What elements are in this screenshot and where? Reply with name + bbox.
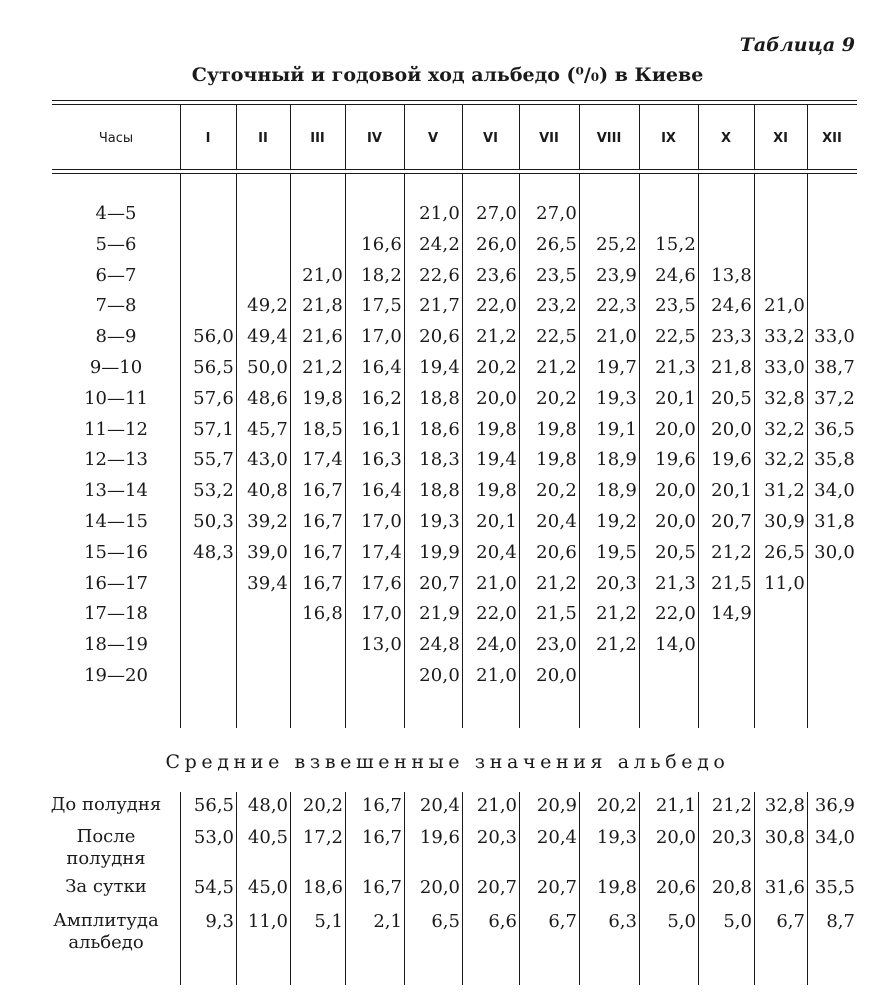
albedo-value: 38,7	[814, 357, 855, 378]
albedo-value	[180, 570, 234, 598]
albedo-value: 17,0	[361, 603, 402, 625]
summary-value: 9,3	[205, 911, 234, 932]
albedo-value: 23,9	[596, 264, 637, 286]
summary-value: 20,6	[655, 877, 696, 898]
albedo-value: 26,0	[476, 233, 517, 255]
summary-value: 20,3	[476, 827, 517, 848]
albedo-value: 20,1	[711, 480, 752, 502]
albedo-value	[290, 231, 343, 259]
summary-value: 16,7	[361, 877, 402, 898]
header-bottom-rule-second	[52, 173, 857, 174]
albedo-value: 24,0	[476, 634, 517, 656]
albedo-value: 13,8	[711, 264, 752, 286]
summary-row-label: После полудня	[66, 826, 146, 869]
summary-value: 18,6	[302, 877, 343, 898]
albedo-value	[236, 662, 288, 690]
albedo-value: 55,7	[193, 449, 234, 471]
albedo-value: 20,2	[476, 357, 517, 378]
albedo-value: 19,6	[655, 449, 696, 471]
summary-value: 5,0	[723, 911, 752, 932]
albedo-value: 19,8	[536, 449, 577, 471]
albedo-value: 33,0	[814, 326, 855, 348]
albedo-value: 21,5	[711, 572, 752, 594]
albedo-value: 19,8	[302, 387, 343, 409]
summary-value: 34,0	[814, 827, 855, 848]
albedo-value: 24,2	[419, 233, 460, 255]
albedo-value: 18,5	[302, 418, 343, 440]
albedo-value: 21,5	[536, 603, 577, 625]
albedo-value	[698, 662, 752, 690]
summary-value: 32,8	[764, 795, 805, 816]
albedo-value: 30,9	[764, 511, 805, 532]
albedo-value	[180, 200, 234, 228]
summary-value: 6,6	[488, 911, 517, 932]
albedo-value: 21,0	[476, 665, 517, 686]
albedo-value	[754, 600, 805, 628]
row-hours: 11—12	[84, 418, 148, 440]
albedo-value: 19,7	[596, 357, 637, 378]
summary-value: 20,7	[476, 877, 517, 898]
summary-value: 20,0	[419, 877, 460, 898]
albedo-value: 21,9	[419, 603, 460, 625]
summary-value: 36,9	[814, 795, 855, 816]
albedo-value	[754, 231, 805, 259]
albedo-value: 45,7	[247, 418, 288, 440]
albedo-value: 22,0	[655, 603, 696, 625]
header-month: V	[427, 131, 439, 146]
summary-value: 20,3	[711, 827, 752, 848]
summary-value: 53,0	[193, 827, 234, 848]
row-hours: 12—13	[84, 449, 148, 471]
albedo-value: 21,6	[302, 326, 343, 348]
albedo-value: 50,3	[193, 511, 234, 532]
row-hours: 17—18	[84, 603, 148, 625]
summary-value: 19,6	[419, 827, 460, 848]
summary-value: 56,5	[193, 795, 234, 816]
albedo-value: 20,1	[655, 387, 696, 409]
albedo-value: 16,1	[361, 418, 402, 440]
row-hours: 14—15	[84, 511, 148, 532]
albedo-value: 22,3	[596, 295, 637, 317]
albedo-value: 21,0	[419, 203, 460, 224]
summary-value: 19,8	[596, 877, 637, 898]
summary-value: 6,3	[608, 911, 637, 932]
albedo-value: 18,2	[361, 264, 402, 286]
albedo-value	[807, 570, 855, 598]
summary-value: 54,5	[193, 877, 234, 898]
albedo-value: 23,6	[476, 264, 517, 286]
albedo-value: 17,0	[361, 326, 402, 348]
albedo-value	[345, 662, 402, 690]
row-hours: 5—6	[95, 233, 137, 255]
albedo-value	[290, 662, 343, 690]
albedo-value: 21,0	[596, 326, 637, 348]
albedo-value: 31,8	[814, 511, 855, 532]
summary-value: 11,0	[247, 911, 288, 932]
row-hours: 9—10	[89, 357, 143, 378]
albedo-value: 13,0	[361, 634, 402, 656]
albedo-value: 57,1	[193, 418, 234, 440]
albedo-value: 20,5	[655, 541, 696, 563]
albedo-value: 23,5	[655, 295, 696, 317]
albedo-value: 56,5	[193, 357, 234, 378]
summary-value: 35,5	[814, 877, 855, 898]
summary-value: 20,2	[302, 795, 343, 816]
albedo-value: 56,0	[193, 326, 234, 348]
albedo-value	[180, 662, 234, 690]
albedo-value: 39,0	[247, 541, 288, 563]
albedo-value	[807, 662, 855, 690]
albedo-value: 19,5	[596, 541, 637, 563]
summary-value: 21,2	[711, 795, 752, 816]
albedo-value	[639, 200, 696, 228]
albedo-value: 18,8	[419, 480, 460, 502]
albedo-value: 48,3	[193, 541, 234, 563]
albedo-value: 21,3	[655, 572, 696, 594]
albedo-value: 21,2	[711, 541, 752, 563]
albedo-value: 20,4	[536, 511, 577, 532]
albedo-value: 21,0	[764, 295, 805, 317]
albedo-value: 18,8	[419, 387, 460, 409]
albedo-value: 20,1	[476, 511, 517, 532]
summary-value: 20,0	[655, 827, 696, 848]
albedo-value: 21,2	[596, 634, 637, 656]
albedo-value: 20,6	[419, 326, 460, 348]
albedo-value: 19,4	[476, 449, 517, 471]
albedo-value: 20,0	[711, 418, 752, 440]
summary-value: 16,7	[361, 827, 402, 848]
summary-row-label: За сутки	[65, 876, 147, 897]
albedo-value: 18,6	[419, 418, 460, 440]
albedo-value: 27,0	[476, 203, 517, 224]
albedo-value: 21,3	[655, 357, 696, 378]
albedo-value: 20,3	[596, 572, 637, 594]
albedo-value: 19,6	[711, 449, 752, 471]
albedo-value: 32,8	[764, 387, 805, 409]
summary-value: 8,7	[826, 911, 855, 932]
albedo-value: 22,5	[536, 326, 577, 348]
albedo-value: 20,7	[419, 572, 460, 594]
row-hours: 16—17	[84, 572, 148, 594]
header-hours: Часы	[98, 131, 134, 146]
albedo-value: 11,0	[764, 572, 805, 594]
albedo-value: 16,6	[361, 233, 402, 255]
header-month: IV	[367, 131, 382, 146]
header-bottom-rule	[52, 169, 857, 170]
header-month: III	[310, 131, 325, 146]
albedo-value: 21,0	[476, 572, 517, 594]
summary-value: 31,6	[764, 877, 805, 898]
albedo-value: 19,9	[419, 541, 460, 563]
albedo-value: 43,0	[247, 449, 288, 471]
albedo-value: 17,5	[361, 295, 402, 317]
albedo-value: 32,2	[764, 418, 805, 440]
albedo-value: 20,7	[711, 511, 752, 532]
albedo-value: 16,4	[361, 357, 402, 378]
albedo-value: 19,3	[419, 511, 460, 532]
albedo-value	[698, 231, 752, 259]
albedo-value	[807, 600, 855, 628]
albedo-value: 48,6	[247, 387, 288, 409]
albedo-value	[639, 662, 696, 690]
summary-value: 48,0	[247, 795, 288, 816]
albedo-value: 24,6	[711, 295, 752, 317]
row-hours: 4—5	[95, 203, 137, 224]
albedo-value: 33,0	[764, 357, 805, 378]
summary-value: 20,8	[711, 877, 752, 898]
albedo-value: 16,4	[361, 480, 402, 502]
albedo-value: 17,4	[302, 449, 343, 471]
summary-value: 20,4	[536, 827, 577, 848]
summary-value: 21,1	[655, 795, 696, 816]
albedo-value: 19,8	[476, 480, 517, 502]
albedo-value: 20,2	[536, 480, 577, 502]
albedo-value: 24,8	[419, 634, 460, 656]
albedo-value: 19,8	[476, 418, 517, 440]
albedo-value: 20,5	[711, 387, 752, 409]
albedo-value: 26,5	[764, 541, 805, 563]
summary-value: 20,7	[536, 877, 577, 898]
albedo-value	[236, 200, 288, 228]
summary-value: 16,7	[361, 795, 402, 816]
albedo-value: 19,1	[596, 418, 637, 440]
albedo-value: 50,0	[247, 357, 288, 378]
albedo-value: 18,3	[419, 449, 460, 471]
albedo-value: 57,6	[193, 387, 234, 409]
albedo-value: 21,7	[419, 295, 460, 317]
albedo-value: 20,0	[536, 665, 577, 686]
albedo-value: 18,9	[596, 480, 637, 502]
header-month: XII	[822, 131, 842, 146]
top-rule-second	[52, 104, 857, 105]
albedo-value: 19,4	[419, 357, 460, 378]
summary-value: 20,9	[536, 795, 577, 816]
albedo-value	[236, 600, 288, 628]
albedo-value: 16,7	[302, 572, 343, 594]
albedo-value: 18,9	[596, 449, 637, 471]
summary-value: 6,7	[776, 911, 805, 932]
albedo-value: 19,2	[596, 511, 637, 532]
albedo-value: 39,4	[247, 572, 288, 594]
albedo-value: 19,8	[536, 418, 577, 440]
albedo-value	[180, 600, 234, 628]
albedo-value: 16,7	[302, 511, 343, 532]
albedo-value: 23,3	[711, 326, 752, 348]
header-month: I	[205, 131, 211, 146]
albedo-value: 34,0	[814, 480, 855, 502]
header-month: VIII	[596, 131, 622, 146]
albedo-value	[807, 631, 855, 659]
albedo-value: 21,2	[536, 357, 577, 378]
albedo-value: 15,2	[655, 233, 696, 255]
albedo-value	[754, 262, 805, 290]
albedo-value: 37,2	[814, 387, 855, 409]
albedo-value: 20,4	[476, 541, 517, 563]
albedo-value	[698, 200, 752, 228]
row-hours: 18—19	[84, 634, 148, 656]
header-month: X	[720, 131, 732, 146]
albedo-value: 16,7	[302, 480, 343, 502]
albedo-value	[180, 231, 234, 259]
albedo-value	[579, 662, 637, 690]
albedo-value: 21,2	[536, 572, 577, 594]
albedo-value	[754, 200, 805, 228]
header-month: VI	[483, 131, 498, 146]
header-month: IX	[661, 131, 676, 146]
albedo-value: 20,0	[655, 511, 696, 532]
albedo-value: 23,5	[536, 264, 577, 286]
summary-value: 17,2	[302, 827, 343, 848]
albedo-value: 35,8	[814, 449, 855, 471]
albedo-value: 16,7	[302, 541, 343, 563]
albedo-value: 27,0	[536, 203, 577, 224]
albedo-value: 20,0	[655, 480, 696, 502]
albedo-value: 20,0	[419, 665, 460, 686]
albedo-value: 21,8	[711, 357, 752, 378]
table-number-label: Таблица 9	[739, 34, 855, 56]
albedo-value: 20,0	[655, 418, 696, 440]
summary-row-label: До полудня	[50, 794, 162, 815]
top-rule	[52, 100, 857, 101]
albedo-value	[236, 262, 288, 290]
albedo-value: 20,6	[536, 541, 577, 563]
albedo-value	[807, 292, 855, 320]
albedo-value: 23,0	[536, 634, 577, 656]
summary-value: 45,0	[247, 877, 288, 898]
albedo-value: 22,6	[419, 264, 460, 286]
albedo-value: 21,2	[476, 326, 517, 348]
albedo-value: 20,0	[476, 387, 517, 409]
summary-section-title: Средние взвешенные значения альбедо	[165, 751, 730, 773]
albedo-value: 49,4	[247, 326, 288, 348]
albedo-value: 24,6	[655, 264, 696, 286]
albedo-value: 30,0	[814, 541, 855, 563]
albedo-value: 21,2	[596, 603, 637, 625]
summary-value: 5,0	[667, 911, 696, 932]
albedo-value: 49,2	[247, 295, 288, 317]
summary-value: 19,3	[596, 827, 637, 848]
albedo-value: 25,2	[596, 233, 637, 255]
summary-row-label: Амплитуда альбедо	[53, 910, 159, 953]
row-hours: 8—9	[95, 326, 137, 348]
albedo-value	[754, 662, 805, 690]
albedo-value: 14,0	[655, 634, 696, 656]
albedo-value	[345, 200, 402, 228]
header-month: XI	[773, 131, 788, 146]
row-hours: 10—11	[84, 387, 148, 409]
albedo-value: 17,6	[361, 572, 402, 594]
albedo-value: 20,2	[536, 387, 577, 409]
row-hours: 6—7	[95, 264, 137, 286]
albedo-value	[754, 631, 805, 659]
albedo-value: 17,0	[361, 511, 402, 532]
summary-value: 20,2	[596, 795, 637, 816]
albedo-value	[236, 631, 288, 659]
albedo-value: 22,0	[476, 295, 517, 317]
albedo-value	[579, 200, 637, 228]
albedo-value	[290, 200, 343, 228]
albedo-value: 22,5	[655, 326, 696, 348]
albedo-value	[698, 631, 752, 659]
albedo-value: 32,2	[764, 449, 805, 471]
albedo-value	[807, 262, 855, 290]
albedo-value: 39,2	[247, 511, 288, 532]
albedo-value: 14,9	[711, 603, 752, 625]
row-hours: 15—16	[84, 541, 148, 563]
row-hours: 13—14	[84, 480, 148, 502]
albedo-value	[290, 631, 343, 659]
albedo-value: 17,4	[361, 541, 402, 563]
albedo-value: 23,2	[536, 295, 577, 317]
summary-value: 6,5	[431, 911, 460, 932]
albedo-value: 19,3	[596, 387, 637, 409]
albedo-value: 26,5	[536, 233, 577, 255]
header-month: VII	[539, 131, 559, 146]
albedo-value: 16,2	[361, 387, 402, 409]
albedo-value: 40,8	[247, 480, 288, 502]
summary-value: 30,8	[764, 827, 805, 848]
summary-value: 20,4	[419, 795, 460, 816]
table-title: Суточный и годовой ход альбедо (⁰/₀) в Киеве	[191, 64, 704, 86]
albedo-value: 36,5	[814, 418, 855, 440]
summary-value: 40,5	[247, 827, 288, 848]
row-hours: 7—8	[95, 295, 137, 317]
row-hours: 19—20	[84, 665, 148, 686]
header-month: II	[258, 131, 268, 146]
albedo-value: 21,8	[302, 295, 343, 317]
albedo-value	[807, 231, 855, 259]
albedo-value: 31,2	[764, 480, 805, 502]
summary-value: 2,1	[373, 911, 402, 932]
albedo-value	[180, 292, 234, 320]
albedo-value: 21,2	[302, 357, 343, 378]
summary-value: 5,1	[314, 911, 343, 932]
albedo-value	[807, 200, 855, 228]
albedo-value: 21,0	[302, 264, 343, 286]
albedo-value: 33,2	[764, 326, 805, 348]
albedo-value: 22,0	[476, 603, 517, 625]
albedo-value: 53,2	[193, 480, 234, 502]
albedo-value	[180, 262, 234, 290]
albedo-value	[236, 231, 288, 259]
summary-value: 21,0	[476, 795, 517, 816]
summary-value: 6,7	[548, 911, 577, 932]
albedo-value: 16,3	[361, 449, 402, 471]
albedo-value: 16,8	[302, 603, 343, 625]
albedo-value	[180, 631, 234, 659]
